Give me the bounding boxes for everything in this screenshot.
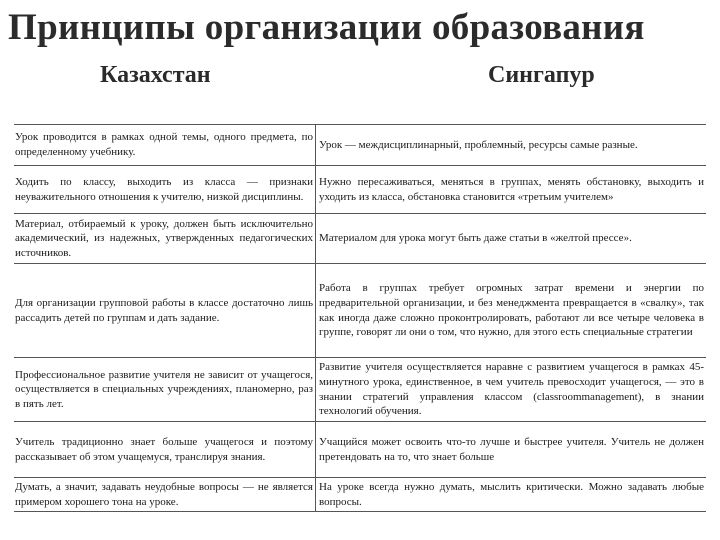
- page-title: Принципы организации образования: [8, 7, 645, 48]
- singapore-cell: Работа в группах требует огромных затрат времени и энергии по предварительной организации, и без менеджмента превращается в «свалку», так как иногда даже сложно проконтролировать, работают ли все четыре человека в группе, говорят ли они о том, что нужно, для этого есть специальные стратегии: [319, 282, 704, 339]
- singapore-cell: Материалом для урока могут быть даже статьи в «желтой прессе».: [319, 232, 632, 245]
- kazakhstan-cell: Учитель традиционно знает больше учащегося и поэтому рассказывает об этом учащемуся, транслируя знания.: [14, 422, 316, 477]
- singapore-cell: Нужно пересаживаться, меняться в группах, менять обстановку, выходить и уходить из класса, обстановка становится «третьим учителем»: [319, 175, 704, 203]
- kazakhstan-cell: Думать, а значит, задавать неудобные вопросы — не является примером хорошего тона на уроке.: [14, 478, 316, 511]
- singapore-cell: На уроке всегда нужно думать, мыслить критически. Можно задавать любые вопросы.: [319, 480, 704, 508]
- table-row: [14, 214, 706, 264]
- column-header-singapore: Сингапур: [488, 62, 595, 88]
- kazakhstan-cell: Ходить по классу, выходить из класса — признаки неуважительного отношения к учителю, низкой дисциплины.: [14, 166, 316, 213]
- kazakhstan-cell: Материал, отбираемый к уроку, должен быть исключительно академический, из надежных, утвержденных педагогических источников.: [14, 214, 316, 263]
- table-row: [14, 125, 706, 166]
- kazakhstan-cell: Профессиональное развитие учителя не зависит от учащегося, осуществляется в специальных учреждениях, планомерно, раз в пять лет.: [14, 358, 316, 421]
- comparison-table: [14, 124, 706, 512]
- table-row: [14, 422, 706, 478]
- singapore-cell: Учащийся может освоить что-то лучше и быстрее учителя. Учитель не должен претендовать на то, что знает больше: [319, 435, 704, 463]
- table-row: [14, 166, 706, 214]
- column-header-kazakhstan: Казахстан: [100, 62, 211, 88]
- table-row: [14, 358, 706, 422]
- kazakhstan-cell: Для организации групповой работы в классе достаточно лишь рассадить детей по группам и дать задание.: [14, 264, 316, 357]
- table-row: [14, 478, 706, 512]
- table-row: [14, 264, 706, 358]
- singapore-cell: Развитие учителя осуществляется наравне с развитием учащегося в рамках 45-минутного урока, единственное, в чем учитель превосходит учащегося, — это в знании стратегий управления классом (classroommanagement), в знании технологий обучения.: [319, 361, 704, 418]
- singapore-cell: Урок — междисциплинарный, проблемный, ресурсы самые разные.: [319, 138, 638, 151]
- kazakhstan-cell: Урок проводится в рамках одной темы, одного предмета, по определенному учебнику.: [14, 125, 316, 165]
